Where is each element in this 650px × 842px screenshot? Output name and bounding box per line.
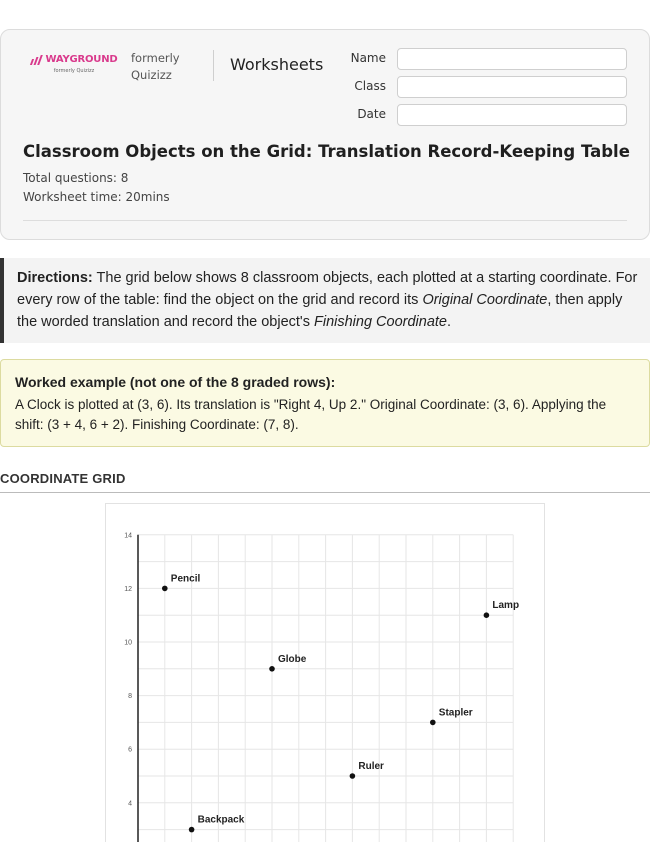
directions-text-3: .	[446, 314, 452, 330]
y-tick-label: 14	[124, 532, 132, 540]
class-field[interactable]	[397, 76, 627, 98]
example-body: A Clock is plotted at (3, 6). Its translation is "Right 4, Up 2." Original Coordinate: (3, 6). Applying the shift: (3 + 4, 6 + 2). Finishing Coordinate: (7, 8).	[15, 397, 607, 432]
point-label-ruler: Ruler	[358, 761, 384, 772]
point-pencil	[162, 586, 168, 592]
directions-text-2: , then apply the worded translation and record the object's	[17, 292, 623, 330]
point-label-stapler: Stapler	[438, 707, 473, 719]
coordinate-grid-heading: COORDINATE GRID	[0, 471, 126, 486]
coordinate-grid	[106, 504, 546, 842]
example-title: Worked example (not one of the 8 graded rows):	[15, 374, 336, 390]
formerly-line2: Quizizz	[131, 68, 172, 82]
point-ruler	[350, 773, 356, 779]
worked-example-box	[0, 359, 650, 447]
date-label: Date	[357, 107, 386, 121]
y-tick-label: 8	[128, 693, 132, 701]
y-tick-label: 10	[124, 639, 132, 647]
brand-logo	[30, 54, 118, 74]
worksheet-title: Classroom Objects on the Grid: Translation Record-Keeping Table	[23, 142, 630, 161]
total-questions: Total questions: 8	[23, 171, 129, 185]
point-label-backpack: Backpack	[197, 814, 245, 826]
class-label: Class	[354, 79, 386, 93]
point-backpack	[189, 827, 195, 833]
grid-heading-rule	[0, 492, 650, 493]
point-globe	[269, 666, 275, 672]
point-stapler	[430, 720, 436, 726]
point-label-pencil: Pencil	[170, 573, 201, 585]
brand-name: WAYGROUND	[45, 54, 118, 65]
date-field[interactable]	[397, 104, 627, 126]
point-lamp	[484, 612, 490, 618]
directions-finishing-term: Finishing Coordinate	[313, 314, 447, 330]
directions-original-term: Original Coordinate	[422, 292, 548, 308]
brand-subtitle: formerly Quizizz	[53, 68, 95, 74]
directions-box	[0, 258, 650, 343]
formerly-note	[131, 50, 180, 84]
header-rule	[23, 220, 627, 221]
name-label: Name	[350, 51, 386, 65]
y-tick-label: 12	[124, 585, 132, 593]
y-tick-label: 4	[128, 800, 132, 808]
formerly-line1: formerly	[131, 51, 180, 65]
directions-label: Directions:	[17, 270, 93, 286]
y-tick-label: 6	[128, 746, 132, 754]
name-field[interactable]	[397, 48, 627, 70]
brand-mark-icon	[30, 55, 42, 65]
header-divider	[213, 50, 214, 81]
coordinate-grid-card	[105, 503, 545, 842]
brand-wordmark	[30, 54, 118, 65]
point-label-lamp: Lamp	[492, 600, 520, 612]
section-title: Worksheets	[230, 55, 324, 74]
worksheet-time: Worksheet time: 20mins	[23, 190, 170, 204]
directions-text-1: The grid below shows 8 classroom objects, each plotted at a starting coordinate. For every row of the table: find the object on the grid and record its	[17, 270, 638, 308]
point-label-globe: Globe	[278, 653, 307, 665]
